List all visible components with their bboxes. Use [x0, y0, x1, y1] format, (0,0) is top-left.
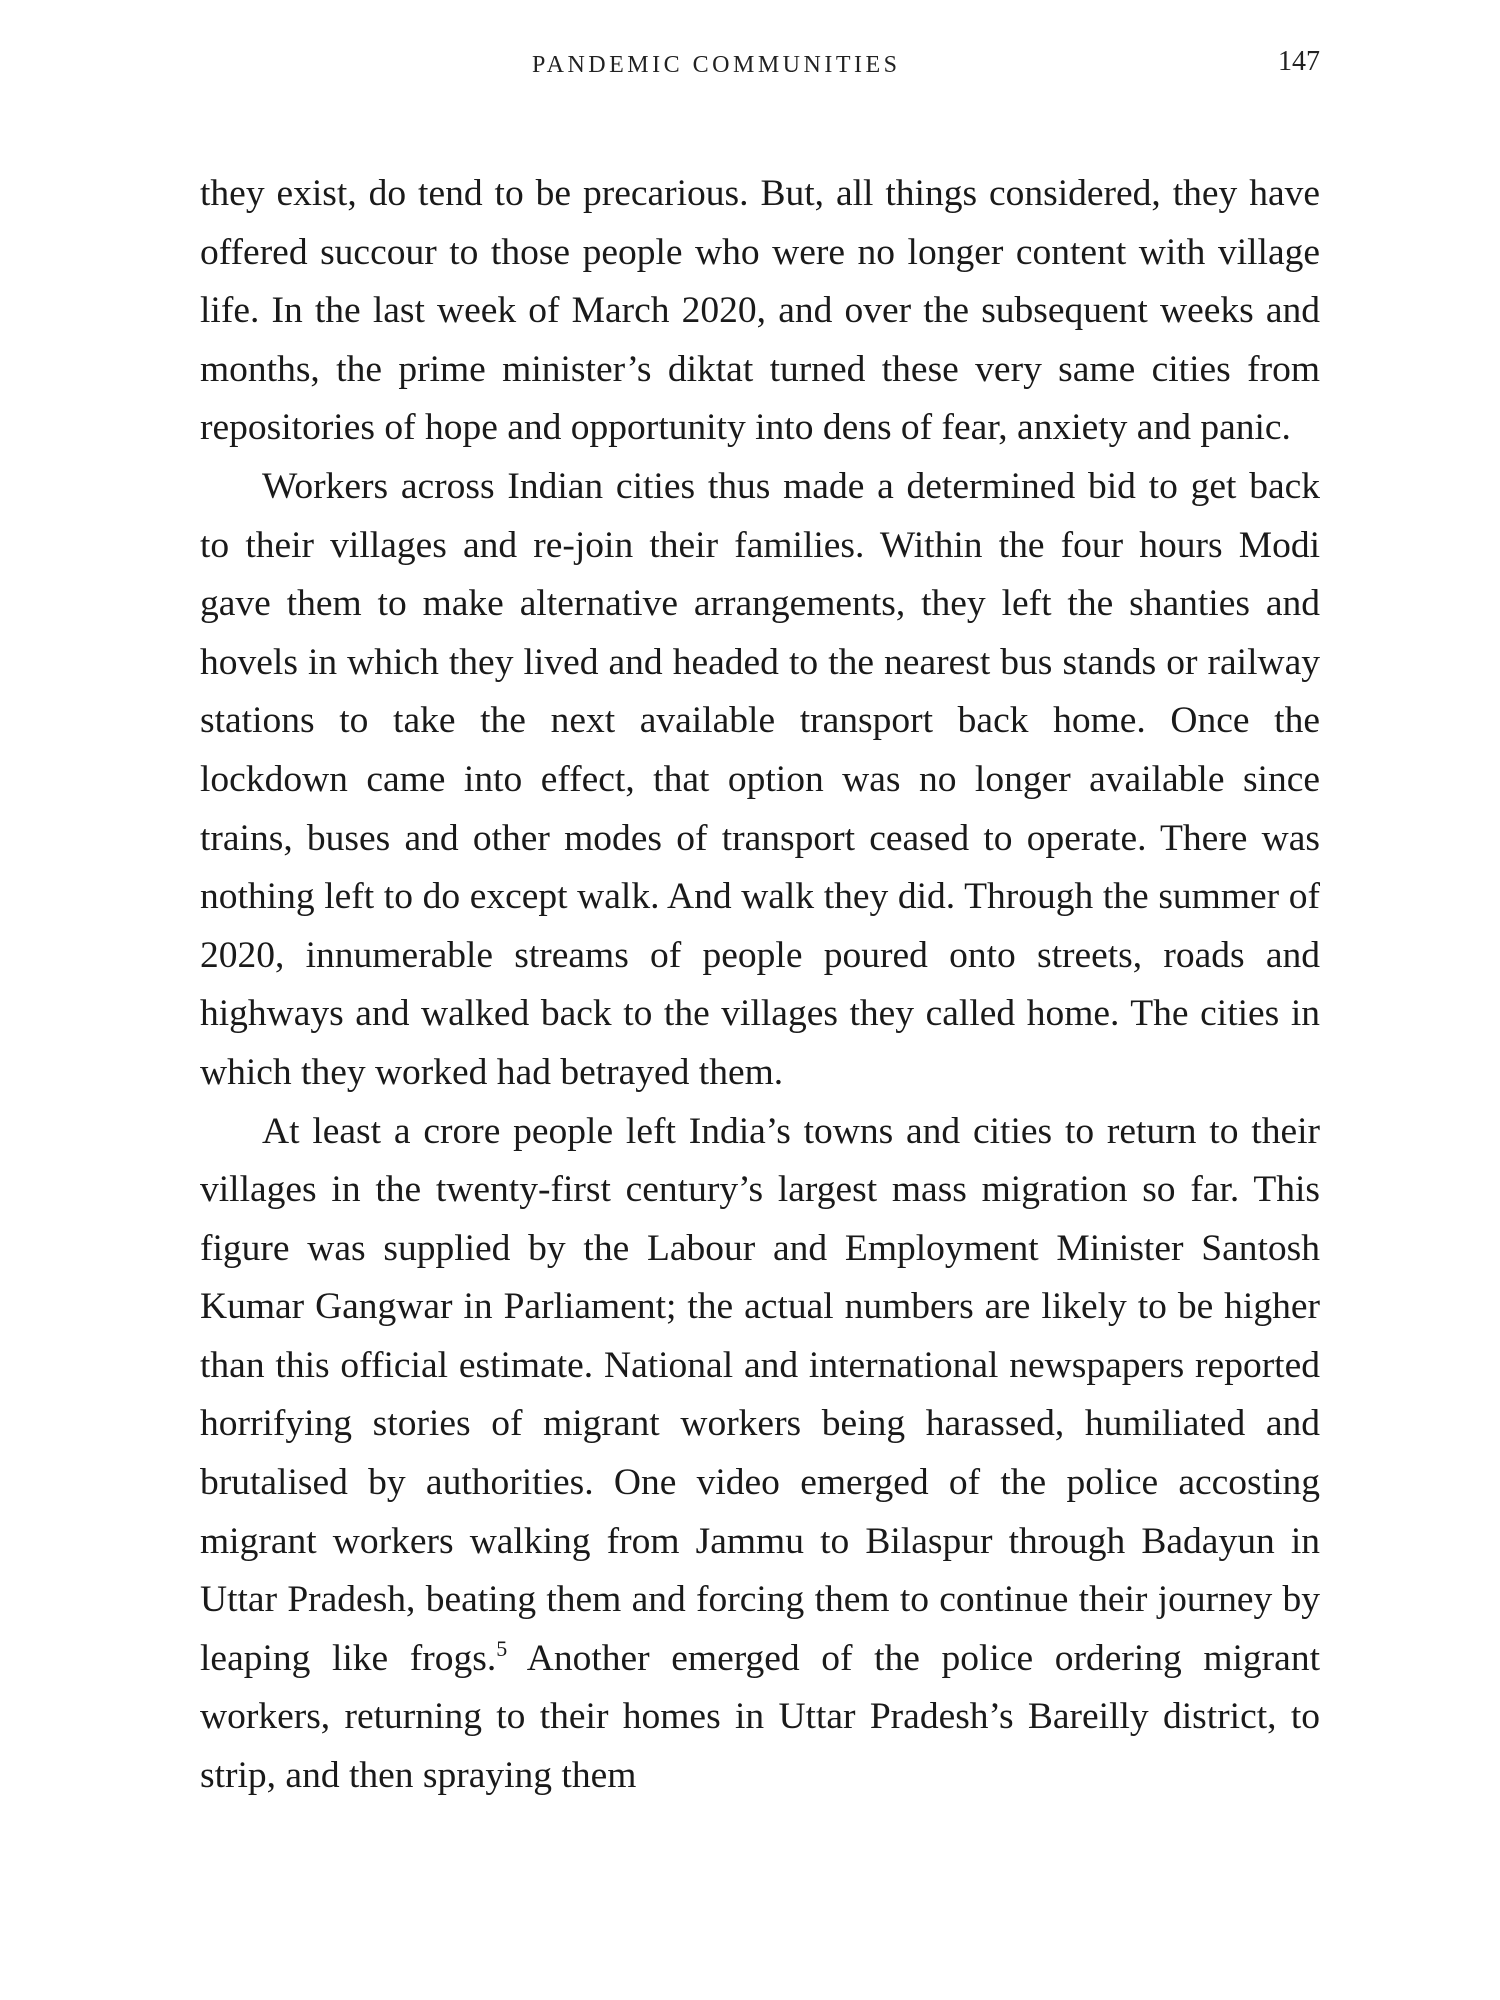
- body-text: [200, 165, 1320, 1806]
- paragraph-text-after-note: Another emerged of the police ordering migrant workers, returning to their homes in Uttar Pradesh’s Bareilly district, to strip, and then spraying them: [200, 1637, 1320, 1797]
- paragraph-text-before-note: At least a crore people left India’s towns and cities to return to their villages in the twenty-first century’s largest mass migration so far. This figure was supplied by the Labour and Employment Minister Santosh Kumar Gangwar in Parliament; the actual numbers are likely to be higher than this official estimate. National and international newspapers reported horrifying stories of migrant workers being harassed, humiliated and brutalised by authorities. One video emerged of the police accosting migrant workers walking from Jammu to Bilaspur through Badayun in Uttar Pradesh, beating them and forcing them to continue their journey by leaping like frogs.: [200, 1110, 1320, 1679]
- paragraph-continued: they exist, do tend to be precarious. But, all things considered, they have offered succour to those people who were no longer content with village life. In the last week of March 2020, and over the subsequent weeks and months, the prime minister’s diktat turned these very same cities from repositories of hope and opportunity into dens of fear, anxiety and panic.: [200, 173, 1320, 449]
- paragraph-migration: [200, 1103, 1320, 1806]
- running-head: [200, 46, 1320, 86]
- running-title: PANDEMIC COMMUNITIES: [532, 52, 901, 78]
- paragraph-workers: Workers across Indian cities thus made a determined bid to get back to their villages and re-join their families. Within the four hours Modi gave them to make alternative arrangements, they left the shanties and hovels in which they lived and headed to the nearest bus stands or railway stations to take the next available transport back home. Once the lockdown came into effect, that option was no longer available since trains, buses and other modes of transport ceased to operate. There was nothing left to do except walk. And walk they did. Through the summer of 2020, innumerable streams of people poured onto streets, roads and highways and walked back to the villages they called home. The cities in which they worked had betrayed them.: [200, 465, 1320, 1093]
- footnote-reference[interactable]: 5: [496, 1635, 508, 1661]
- page-number: 147: [1278, 46, 1320, 77]
